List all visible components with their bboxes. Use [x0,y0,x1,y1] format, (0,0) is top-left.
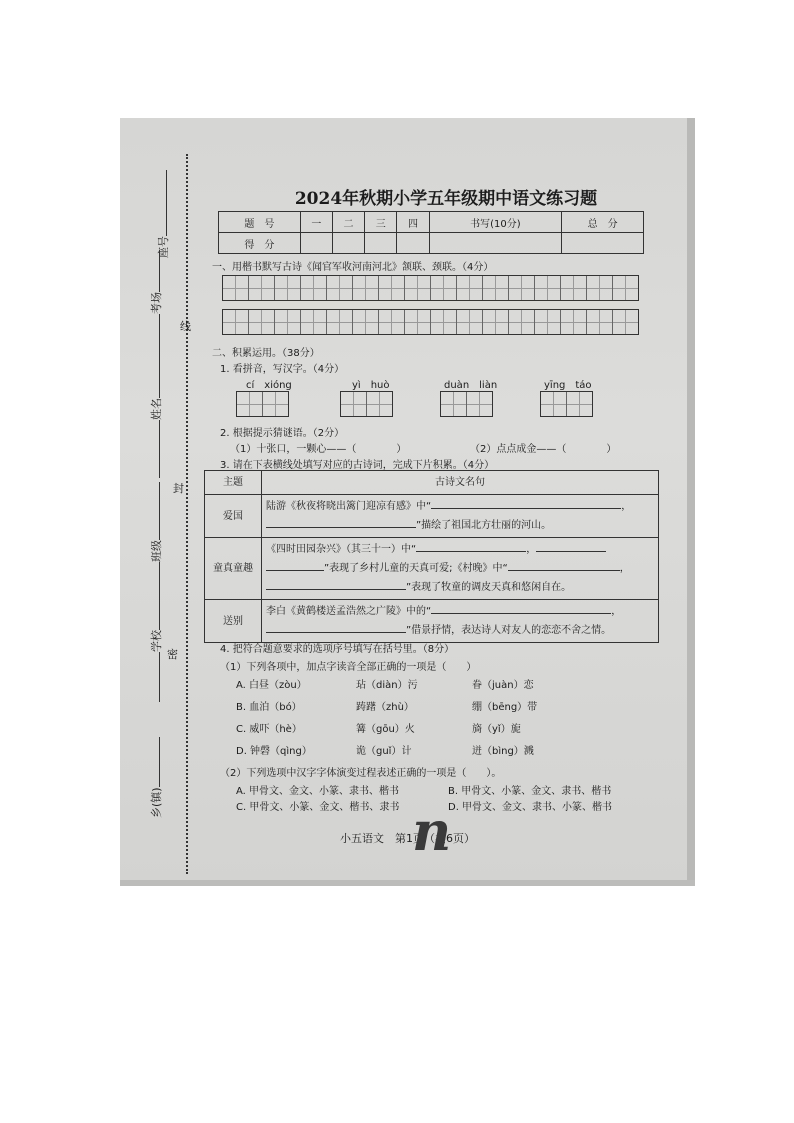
answer-blank[interactable] [266,560,324,571]
answer-box[interactable] [340,391,393,417]
overlay-glyph: n [412,799,452,863]
option-text: D. 钟磬（qìng） [236,746,312,757]
seat-number-label: 座号 [157,236,170,258]
q4-sub2: （2）下列选项中汉字字体演变过程表述正确的一项是（ ）。 [220,768,502,779]
writing-grid-cell[interactable] [587,310,613,334]
binding-dense-mark: 密 [167,648,178,661]
writing-grid-cell[interactable] [535,276,561,300]
answer-box[interactable] [236,391,289,417]
township-label: 乡(镇) [150,787,163,818]
score-cell[interactable] [300,233,332,254]
poem-text: ”借景抒情，表达诗人对友人的恋恋不舍之情。 [406,625,612,636]
answer-blank[interactable] [536,541,606,552]
school-field[interactable] [148,596,164,702]
answer-blank[interactable] [431,498,621,509]
photo-edge [687,118,695,886]
score-table [218,211,644,254]
score-header-cell: 一 [300,212,332,233]
score-header-cell: 总 分 [562,212,644,233]
writing-grid-cell[interactable] [327,310,353,334]
score-cell[interactable] [397,233,429,254]
writing-grid-cell[interactable] [561,276,587,300]
theme-label: 童真童趣 [205,538,262,600]
page-footer: 小五语文 第1页（共6页） [340,832,475,845]
poem-cell: 《四时田园杂兴》（其三十一）中“ ， ”表现了乡村儿童的天真可爱;《村晚》中“ ， ”表现了牧童的调皮天真和悠闲自在。 [262,538,659,600]
writing-grid-cell[interactable] [249,310,275,334]
writing-grid-cell[interactable] [431,310,457,334]
option-text: 玷（diàn）污 [356,680,418,691]
name-field[interactable] [148,346,164,478]
score-row-label: 得 分 [219,233,301,254]
exam-room-label: 考场 [150,292,163,314]
poem-text: 《四时田园杂兴》（其三十一）中“ [266,544,417,555]
answer-blank[interactable] [266,517,416,528]
answer-blank[interactable] [431,603,611,614]
writing-grid-cell[interactable] [301,276,327,300]
option-text: D. 甲骨文、金文、隶书、小篆、楷书 [448,802,613,813]
answer-blank[interactable] [266,579,406,590]
writing-grid-cell[interactable] [535,310,561,334]
score-header-cell: 题 号 [219,212,301,233]
score-cell[interactable] [562,233,644,254]
option-text: 篝（gōu）火 [356,724,415,735]
poem-text: ”表现了牧童的调皮天真和悠闲自在。 [406,582,572,593]
q4-sub1: （1）下列各项中，加点字读音全部正确的一项是（ ） [220,662,477,673]
writing-grid-cell[interactable] [509,310,535,334]
option-text: 踌躇（zhù） [356,702,414,713]
theme-label: 送别 [205,600,262,643]
col-header-theme: 主题 [205,471,262,495]
poem-row [205,495,659,538]
riddle-item: （1）十张口，一颗心——（ ） [230,444,407,455]
option-text: 眷（juàn）恋 [472,680,534,691]
writing-grid-row[interactable] [222,309,639,335]
score-header-cell: 二 [332,212,364,233]
writing-grid-cell[interactable] [379,276,405,300]
answer-blank[interactable] [508,560,620,571]
score-cell[interactable] [365,233,397,254]
option-text: 迸（bìng）溅 [472,746,534,757]
option-text: C. 威吓（hè） [236,724,302,735]
col-header-poem: 古诗文名句 [262,471,659,495]
page-title: 2024年秋期小学五年级期中语文练习题 [294,189,598,209]
score-header-row [219,212,644,233]
option-text: 旖（yǐ）旎 [472,724,521,735]
writing-grid-cell[interactable] [353,310,379,334]
writing-grid-cell[interactable] [223,310,249,334]
writing-grid-cell[interactable] [431,276,457,300]
pinyin-label: yì huò [352,380,390,391]
option-text: B. 血泊（bó） [236,702,302,713]
poem-row [205,538,659,600]
binding-seal-mark: 封 [173,482,184,495]
exam-room-field[interactable] [148,250,164,356]
poem-row [205,600,659,643]
writing-grid-cell[interactable] [327,276,353,300]
writing-grid-cell[interactable] [509,276,535,300]
writing-grid-cell[interactable] [405,276,431,300]
writing-grid-cell[interactable] [353,276,379,300]
poem-header-row [205,471,659,495]
theme-label: 爱国 [205,495,262,538]
writing-grid-cell[interactable] [587,276,613,300]
q4-label: 4. 把符合题意要求的选项序号填写在括号里。（8分） [220,644,455,655]
score-cell[interactable] [429,233,562,254]
binding-line-mark: 线 [180,320,191,333]
score-header-cell: 四 [397,212,429,233]
option-text: B. 甲骨文、小篆、金文、隶书、楷书 [448,786,612,797]
writing-grid-cell[interactable] [223,276,249,300]
document-photo [120,118,695,886]
name-label: 姓名 [150,398,163,420]
writing-grid-cell[interactable] [561,310,587,334]
option-text: A. 甲骨文、金文、小篆、隶书、楷书 [236,786,400,797]
writing-grid-row[interactable] [222,275,639,301]
poem-cell: 李白《黄鹤楼送孟浩然之广陵》中的“ ， ”借景抒情，表达诗人对友人的恋恋不舍之情。 [262,600,659,643]
writing-grid-cell[interactable] [457,276,483,300]
pinyin-label: cí xióng [246,380,292,391]
option-text: 诡（guǐ）计 [356,746,412,757]
writing-grid-cell[interactable] [457,310,483,334]
seat-number-field[interactable] [155,170,171,258]
answer-blank[interactable] [266,622,406,633]
section1-heading: 一、用楷书默写古诗《闻官军收河南河北》颔联、颈联。（4分） [212,262,494,273]
score-value-row [219,233,644,254]
q1-label: 1. 看拼音，写汉字。（4分） [220,364,345,375]
q3-label: 3. 请在下表横线处填写对应的古诗词，完成下片积累。（4分） [220,460,495,471]
poem-text: 李白《黄鹤楼送孟浩然之广陵》中的“ [266,606,432,617]
writing-grid-cell[interactable] [275,276,301,300]
option-text: C. 甲骨文、小篆、金文、楷书、隶书 [236,802,400,813]
writing-grid-cell[interactable] [613,276,638,300]
poem-table [204,470,659,643]
answer-blank[interactable] [416,541,526,552]
riddle-item: （2）点点成金——（ ） [470,444,617,455]
poem-text: ”描绘了祖国北方壮丽的河山。 [416,520,552,531]
option-text: 绷（bēng）带 [472,702,538,713]
writing-grid-cell[interactable] [249,276,275,300]
writing-grid-cell[interactable] [379,310,405,334]
answer-box[interactable] [440,391,493,417]
binding-dotted-line [186,154,188,874]
writing-grid-cell[interactable] [301,310,327,334]
class-label: 班级 [150,540,163,562]
answer-box[interactable] [540,391,593,417]
township-field[interactable] [148,737,164,818]
section2-heading: 二、积累运用。（38分） [212,348,320,359]
score-header-cell: 三 [365,212,397,233]
pinyin-label: yīng táo [544,380,592,391]
pinyin-label: duàn liàn [444,380,498,391]
class-field[interactable] [148,482,164,606]
writing-grid-cell[interactable] [613,310,638,334]
q2-label: 2. 根据提示猜谜语。（2分） [220,428,345,439]
writing-grid-cell[interactable] [275,310,301,334]
poem-text: 陆游《秋夜将晓出篱门迎凉有感》中“ [266,501,432,512]
poem-text: ”表现了乡村儿童的天真可爱;《村晚》中“ [324,563,508,574]
school-label: 学校 [150,630,163,652]
photo-edge [120,880,695,886]
score-cell[interactable] [332,233,364,254]
writing-grid-cell[interactable] [483,276,509,300]
score-header-cell: 书写(10分) [429,212,562,233]
writing-grid-cell[interactable] [483,310,509,334]
option-text: A. 白昼（zòu） [236,680,307,691]
poem-cell: 陆游《秋夜将晓出篱门迎凉有感》中“ ， ”描绘了祖国北方壮丽的河山。 [262,495,659,538]
writing-grid-cell[interactable] [405,310,431,334]
